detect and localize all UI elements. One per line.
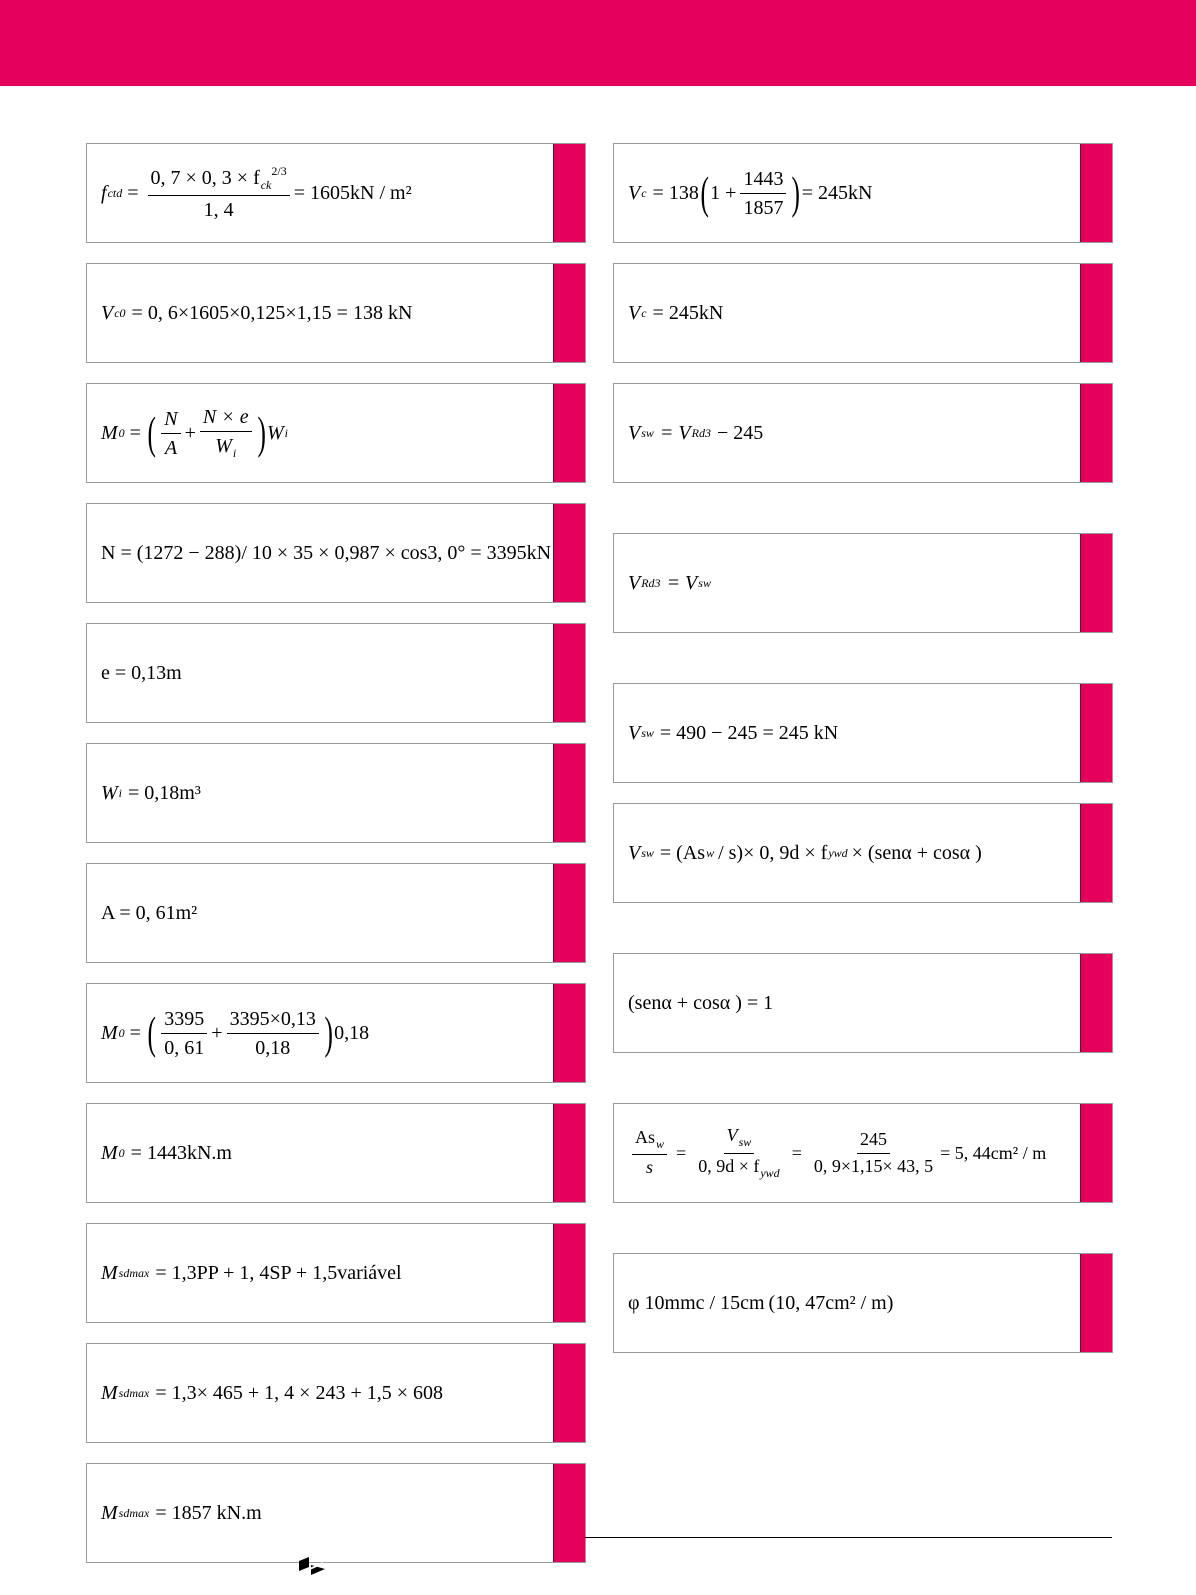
box-tab — [1080, 1254, 1112, 1352]
box-tab — [553, 1224, 585, 1322]
formula-fctd: f ctd = $\frac{0, 7 \times 0, 3 \times f_{ck}^{2/3}}{1, 4}$ = 1605kN / m² — [101, 163, 412, 222]
formula-box-m0-formula — [86, 383, 586, 483]
formula-vc0: V c0 = 0, 6×1605×0,125×1,15 = 138 kN — [101, 301, 413, 324]
formula-box-msdmax-numeric — [86, 1343, 586, 1443]
formula-phi: φ 10mmc / 15cm (10, 47cm² / m) — [628, 1291, 894, 1314]
formula-box-n — [86, 503, 586, 603]
formula-wi: W i = 0,18m³ — [101, 781, 201, 804]
box-tab — [553, 264, 585, 362]
formula-box-phi — [613, 1253, 1113, 1353]
formula-n: N = (1272 − 288)/ 10 × 35 × 0,987 × cos3, 0° = 3395kN — [101, 541, 552, 564]
formula-box-a — [86, 863, 586, 963]
formula-box-vrd3 — [613, 533, 1113, 633]
box-tab — [553, 1104, 585, 1202]
formula-vsw-general: V sw = (As w / s)× 0, 9d × f ywd × (senα + cosα ) — [628, 841, 982, 864]
formula-box-fctd — [86, 143, 586, 243]
box-tab — [1080, 264, 1112, 362]
box-tab — [1080, 534, 1112, 632]
box-tab — [1080, 954, 1112, 1052]
formula-msdmax-numeric: M sdmax = 1,3× 465 + 1, 4 × 243 + 1,5 × 608 — [101, 1381, 444, 1404]
formula-box-vc-formula — [613, 143, 1113, 243]
formula-vc-result: V c = 245kN — [628, 301, 724, 324]
box-tab — [1080, 384, 1112, 482]
box-tab — [1080, 1104, 1112, 1202]
box-tab — [1080, 144, 1112, 242]
formula-box-vsw-formula — [613, 383, 1113, 483]
formula-box-m0-result — [86, 1103, 586, 1203]
formula-vsw: V sw = V Rd3 − 245 — [628, 421, 764, 444]
box-tab — [553, 504, 585, 602]
formula-box-wi — [86, 743, 586, 843]
box-tab — [553, 984, 585, 1082]
box-tab — [1080, 684, 1112, 782]
fraction: $\frac{0, 7 \times 0, 3 \times f_{ck}^{2/3}}{1, 4}$ — [148, 165, 290, 221]
formula-box-vsw-general — [613, 803, 1113, 903]
box-tab — [553, 624, 585, 722]
publisher-logo-icon — [297, 1555, 327, 1577]
footer-divider — [585, 1537, 1112, 1538]
formula-box-msdmax-result — [86, 1463, 586, 1563]
formula-box-vc0 — [86, 263, 586, 363]
box-tab — [553, 144, 585, 242]
formula-sen-cos: (senα + cosα ) = 1 — [628, 991, 774, 1014]
box-tab — [553, 1344, 585, 1442]
header-bar — [0, 0, 1196, 86]
formula-vsw-numeric: V sw = 490 − 245 = 245 kN — [628, 721, 839, 744]
formula-asw: $\frac{As_w}{s}$ = $\frac{V_{sw}}{0, 9d \times f_{ywd}}$ = $\frac{245}{0, 9\times 1,15\times 43, 5}$ = 5, 44cm² / m — [628, 1104, 1068, 1202]
formula-m0: M 0 = ( $\frac{N}{A}$ + $\frac{N \times e}{W_i}$ ) W i — [101, 405, 288, 460]
box-tab — [553, 1464, 585, 1562]
formula-m0-result: M 0 = 1443kN.m — [101, 1141, 232, 1164]
box-tab — [553, 864, 585, 962]
box-tab — [1080, 804, 1112, 902]
box-tab — [553, 384, 585, 482]
formula-box-vsw-numeric — [613, 683, 1113, 783]
formula-box-e — [86, 623, 586, 723]
formula-m0-numeric: M 0 = ( $\frac{3395}{0, 61}$ + $\frac{3395\times 0,13}{0,18}$ ) 0,18 — [101, 1007, 370, 1059]
formula-msdmax: M sdmax = 1,3PP + 1, 4SP + 1,5variável — [101, 1261, 402, 1284]
formula-msdmax-result: M sdmax = 1857 kN.m — [101, 1501, 262, 1524]
formula-box-asw — [613, 1103, 1113, 1203]
formula-box-m0-numeric — [86, 983, 586, 1083]
formula-box-msdmax-formula — [86, 1223, 586, 1323]
formula-a: A = 0, 61m² — [101, 901, 198, 924]
box-tab — [553, 744, 585, 842]
formula-box-sen-cos — [613, 953, 1113, 1053]
formula-vc: V c = 138 ( 1 + $\frac{1443}{1857}$ ) = 245kN — [628, 167, 873, 219]
formula-e: e = 0,13m — [101, 661, 182, 684]
formula-vrd3: V Rd3 = V sw — [628, 571, 711, 594]
formula-box-vc-result — [613, 263, 1113, 363]
